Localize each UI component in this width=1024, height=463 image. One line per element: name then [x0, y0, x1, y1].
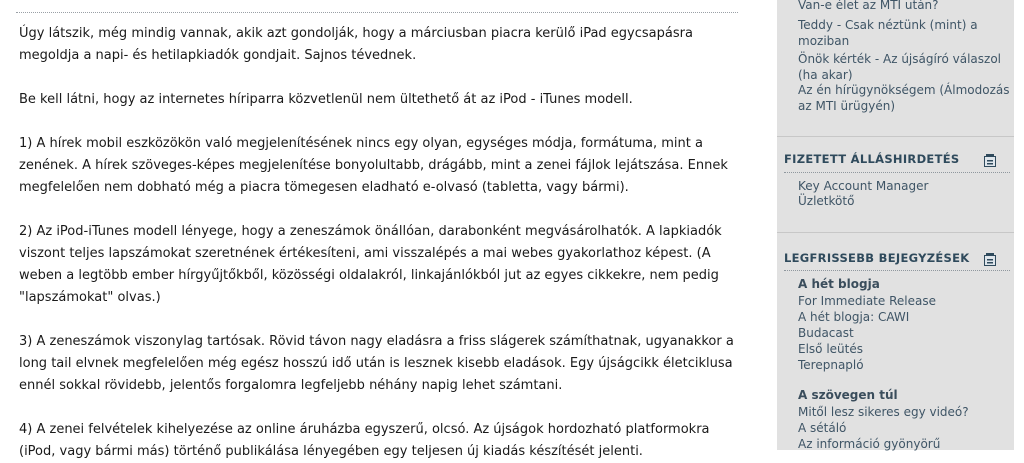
- group-heading-het-blogja: A hét blogja: [798, 277, 880, 291]
- job-link-uzletkoto[interactable]: Üzletkötő: [798, 194, 855, 208]
- sidebar-divider: [777, 136, 1014, 137]
- group-heading-szovegen-tul: A szövegen túl: [798, 388, 898, 402]
- entry-link[interactable]: Terepnapló: [798, 358, 864, 372]
- sidebar-link-onok-kertek[interactable]: Önök kérték - Az újságíró válaszol: [798, 52, 1002, 66]
- entry-link[interactable]: For Immediate Release: [798, 294, 936, 308]
- article-paragraph-1: Úgy látszik, még mindig vannak, akik azt gondolják, hogy a márciusban piacra kerülő iPad egycsapásra megoldja a napi- és hetilapkiadók gondjait. Sajnos tévednek.: [19, 26, 693, 63]
- page-margin: [1014, 0, 1024, 450]
- entry-link[interactable]: Az információ gyönyörű: [798, 437, 941, 451]
- entry-link[interactable]: Mitől lesz sikeres egy videó?: [798, 405, 969, 419]
- sidebar-link-teddy[interactable]: Teddy - Csak néztünk (mint) a: [798, 18, 978, 32]
- latest-entries-divider: [784, 270, 1010, 271]
- sidebar-link-mti[interactable]: Van-e élet az MTI után?: [798, 0, 939, 12]
- article-paragraph-6: 4) A zenei felvételek kihelyezése az online áruházba egyszerű, olcsó. Az újságok hordozható platformokra (iPod, vagy bármi más) történő publikálása lényegében egy teljesen új kiadás készítését jelenti.: [19, 422, 710, 459]
- article-paragraph-3: 1) A hírek mobil eszközökön való megjelenítésének nincs egy olyan, egységes módja, formátuma, mint a zenének. A hírek szöveges-képes megjelenítése bonyolultabb, drágább, mint a zenei fájlok lejátszása. Ennek megfelelően nem dobható még a piacra tömegesen eladható e-olvasó (tabletta, vagy bármi).: [19, 136, 728, 195]
- job-ads-divider: [784, 172, 1010, 173]
- entry-link[interactable]: Első leütés: [798, 342, 863, 356]
- job-link-key-account-manager[interactable]: Key Account Manager: [798, 179, 929, 193]
- sidebar-link-hirugynoksegem[interactable]: Az én hírügynökségem (Álmodozás: [798, 83, 1010, 97]
- entry-link[interactable]: A sétáló: [798, 421, 847, 435]
- entry-link[interactable]: Budacast: [798, 326, 854, 340]
- sidebar-link-teddy-cont[interactable]: moziban: [798, 34, 850, 48]
- sidebar-link-hirugynoksegem-cont[interactable]: az MTI ürügyén): [798, 99, 896, 113]
- collapse-box-icon[interactable]: [982, 152, 998, 168]
- article-paragraph-2: Be kell látni, hogy az internetes híriparra közvetlenül nem ültethető át az iPod - iTunes modell.: [19, 92, 633, 107]
- entry-link[interactable]: A hét blogja: CAWI: [798, 310, 910, 324]
- article-paragraph-4: 2) Az iPod-iTunes modell lényege, hogy a zeneszámok önállóan, darabonként megvásárolhatók. A lapkiadók viszont teljes lapszámokat szeretnének értékesíteni, ami visszalépés a mai webes gyakorlathoz képest. (A weben a legtöbb ember hírgyűjtőkből, közösségi oldalakról, linkajánlókból jut az egyes cikkekre, nem pedig "lapszámokat" olvas.): [19, 224, 722, 305]
- latest-entries-title: LEGFRISSEBB BEJEGYZÉSEK: [784, 251, 970, 265]
- collapse-box-icon[interactable]: [982, 251, 998, 267]
- sidebar-divider: [777, 232, 1014, 233]
- article-paragraph-5: 3) A zeneszámok viszonylag tartósak. Rövid távon nagy eladásra a friss slágerek számíthatnak, ugyanakkor a long tail elvnek megfelelően még egész hosszú idő után is lesznek kisebb eladások. Egy újságcikk életciklusa ennél sokkal rövidebb, jelentős forgalomra legfeljebb néhány napig lehet számtani.: [19, 334, 734, 393]
- sidebar: [777, 0, 1014, 450]
- sidebar-link-onok-kertek-cont[interactable]: (ha akar): [798, 68, 853, 82]
- article-divider: [16, 12, 738, 13]
- job-ads-title: FIZETETT ÁLLÁSHIRDETÉS: [784, 152, 960, 166]
